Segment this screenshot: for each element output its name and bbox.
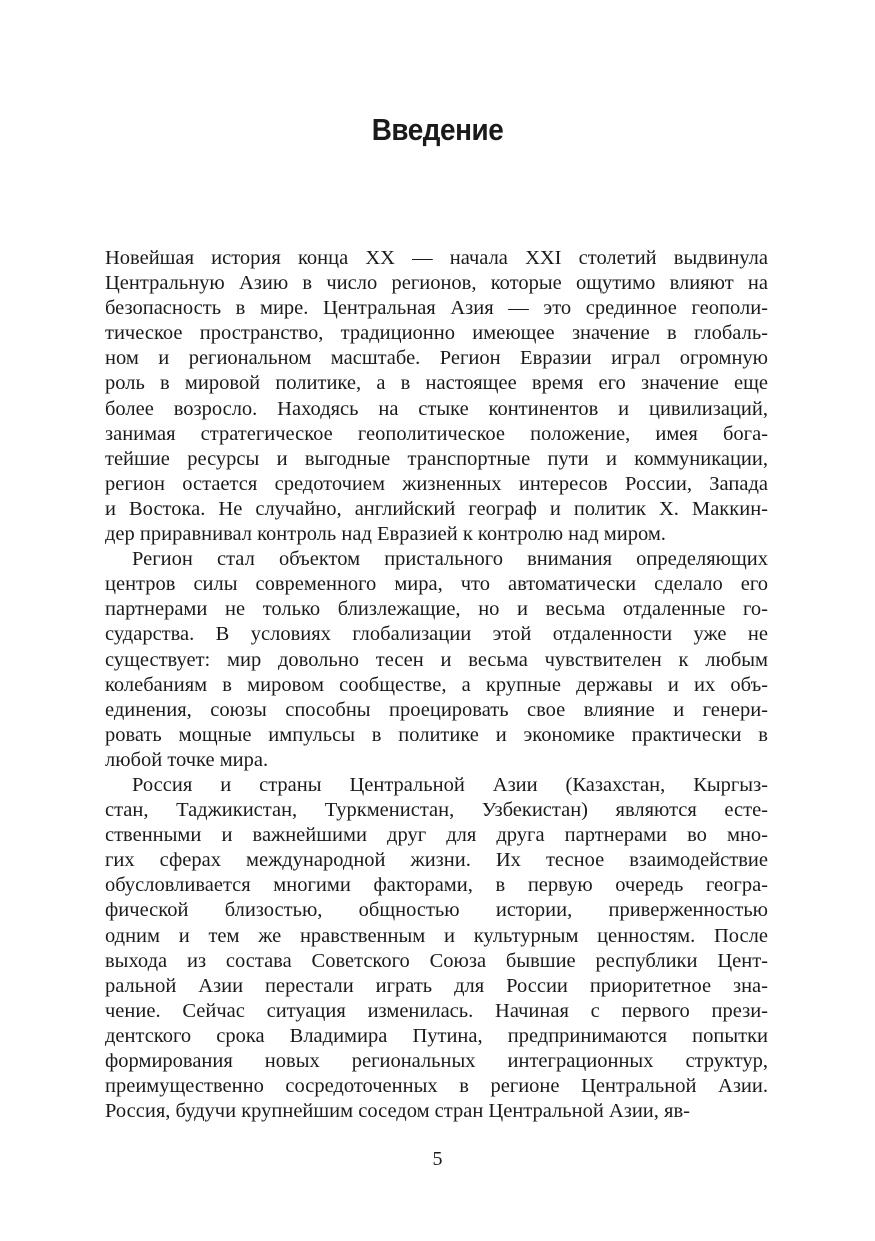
- text-line: Новейшая история конца XX — начала XXI столетий выдвинула: [105, 247, 768, 269]
- text-line: любой точке мира.: [105, 748, 269, 771]
- body-text: [105, 246, 768, 1124]
- paragraph: [105, 547, 768, 773]
- text-line: Регион стал объектом пристального внимания определяющих: [132, 548, 768, 571]
- text-line: стан, Таджикистан, Туркменистан, Узбекистан) являются есте-: [105, 799, 768, 822]
- text-line: ральной Азии перестали играть для России приоритетное зна-: [105, 974, 768, 997]
- text-line: формирования новых региональных интеграционных структур,: [105, 1050, 768, 1072]
- text-line: тическое пространство, традиционно имеющее значение в глобаль-: [105, 322, 768, 345]
- text-line: единения, союзы способны проецировать свое влияние и генери-: [105, 698, 768, 721]
- text-line: ровать мощные импульсы в политике и экономике практически в: [105, 723, 768, 746]
- text-line: ственными и важнейшими друг для друга партнерами во мно-: [105, 824, 768, 847]
- page-title: Введение: [371, 112, 504, 147]
- text-line: занимая стратегическое геополитическое положение, имея бога-: [105, 422, 768, 445]
- page-number: 5: [432, 1148, 443, 1170]
- text-line: обусловливается многими факторами, в первую очередь геогра-: [105, 874, 768, 897]
- text-line: тейшие ресурсы и выгодные транспортные пути и коммуникации,: [105, 447, 768, 470]
- text-line: регион остается средоточием жизненных интересов России, Запада: [105, 472, 768, 495]
- text-line: существует: мир довольно тесен и весьма чувствителен к любым: [105, 648, 768, 671]
- text-line: дентского срока Владимира Путина, предпринимаются попытки: [105, 1024, 768, 1047]
- text-line: безопасность в мире. Центральная Азия — это срединное геополи-: [105, 297, 768, 320]
- text-line: колебаниям в мировом сообществе, а крупные державы и их объ-: [105, 673, 768, 696]
- paragraph: [105, 246, 768, 547]
- text-line: выхода из состава Советского Союза бывшие республики Цент-: [105, 949, 768, 972]
- text-line: чение. Сейчас ситуация изменилась. Начиная с первого прези-: [105, 999, 768, 1022]
- text-line: сударства. В условиях глобализации этой отдаленности уже не: [105, 623, 768, 646]
- text-line: одним и тем же нравственным и культурным ценностям. После: [105, 924, 768, 947]
- text-line: дер приравнивал контроль над Евразией к контролю над миром.: [105, 523, 666, 546]
- text-line: более возросло. Находясь на стыке континентов и цивилизаций,: [105, 397, 768, 420]
- text-line: партнерами не только близлежащие, но и весьма отдаленные го-: [105, 598, 768, 621]
- text-line: и Востока. Не случайно, английский географ и политик Х. Маккин-: [105, 497, 768, 520]
- text-line: роль в мировой политике, а в настоящее время его значение еще: [105, 372, 768, 395]
- text-line: преимущественно сосредоточенных в регионе Центральной Азии.: [105, 1075, 768, 1098]
- text-line: Россия и страны Центральной Азии (Казахстан, Кыргыз-: [132, 773, 768, 796]
- text-line: гих сферах международной жизни. Их тесное взаимодействие: [105, 849, 768, 872]
- text-line: ном и региональном масштабе. Регион Евразии играл огромную: [105, 347, 768, 370]
- text-line: Россия, будучи крупнейшим соседом стран Центральной Азии, яв-: [105, 1100, 690, 1123]
- text-line: фической близостью, общностью истории, приверженностью: [105, 899, 768, 922]
- paragraph: [105, 773, 768, 1124]
- text-line: центров силы современного мира, что автоматически сделало его: [105, 573, 768, 596]
- text-line: Центральную Азию в число регионов, которые ощутимо влияют на: [105, 272, 768, 295]
